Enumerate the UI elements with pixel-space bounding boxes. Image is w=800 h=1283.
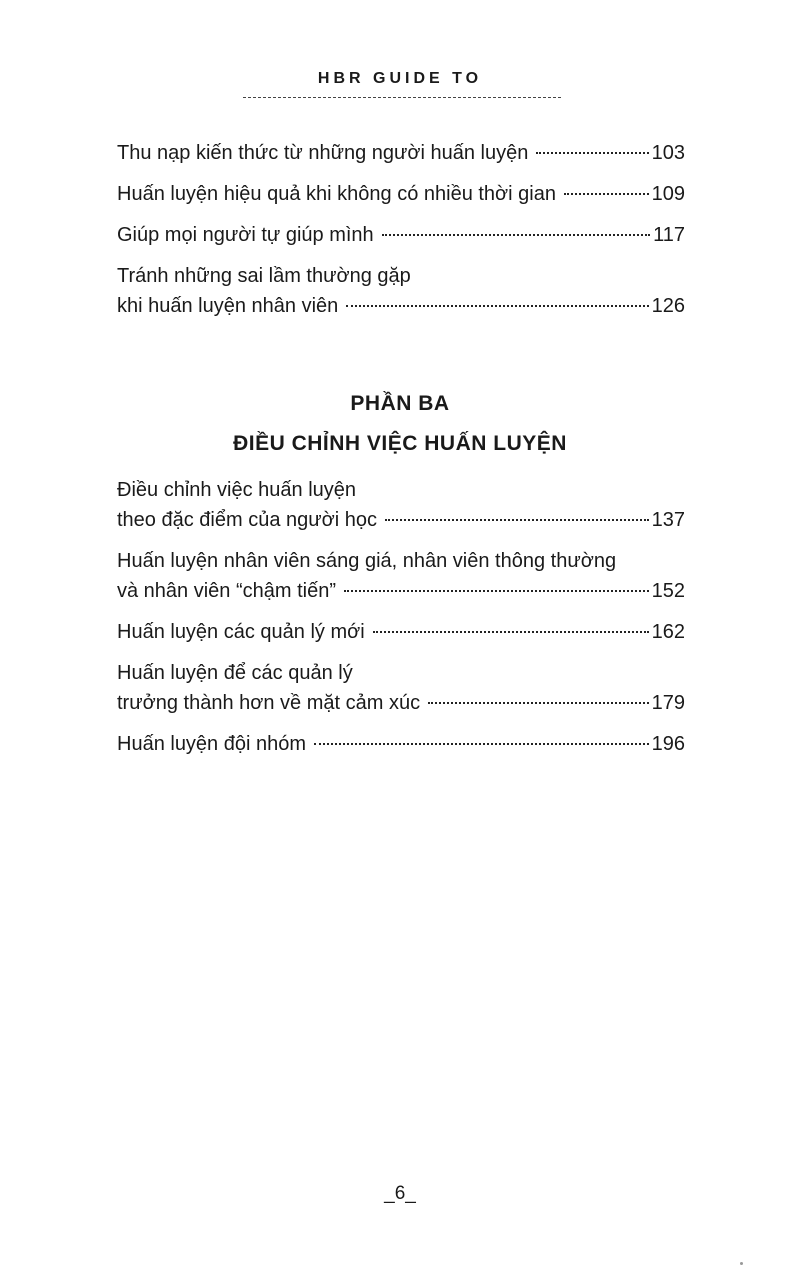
toc-entry-title: theo đặc điểm của người học <box>117 509 377 531</box>
dot-leader <box>373 631 649 633</box>
dot-leader <box>344 590 649 592</box>
toc-entry[interactable] <box>117 220 685 250</box>
page-number: _6_ <box>384 1183 416 1204</box>
running-head-rule <box>243 97 561 98</box>
toc-list-section-one <box>117 138 685 332</box>
toc-entry-page-number: 109 <box>651 183 685 205</box>
toc-entry-title: Huấn luyện hiệu quả khi không có nhiều thời gian <box>117 183 556 205</box>
toc-entry[interactable] <box>117 179 685 209</box>
toc-entry[interactable] <box>117 138 685 168</box>
toc-entry-page-number: 126 <box>651 295 685 317</box>
toc-entry-title-line: Huấn luyện để các quản lý <box>117 662 353 684</box>
toc-entry[interactable] <box>117 729 685 759</box>
toc-entry-title: trưởng thành hơn về mặt cảm xúc <box>117 692 421 714</box>
toc-list-part-three <box>117 475 685 770</box>
dot-leader <box>536 152 648 154</box>
toc-entry[interactable] <box>117 658 685 718</box>
toc-entry-title: Huấn luyện các quản lý mới <box>117 621 365 643</box>
toc-entry-page-number: 179 <box>651 692 685 714</box>
toc-entry[interactable] <box>117 546 685 606</box>
toc-entry-title: Thu nạp kiến thức từ những người huấn luyện <box>117 142 529 164</box>
part-title: ĐIỀU CHỈNH VIỆC HUẤN LUYỆN <box>233 432 567 455</box>
toc-entry[interactable] <box>117 475 685 535</box>
toc-entry-page-number: 103 <box>651 142 685 164</box>
toc-entry-title: Huấn luyện đội nhóm <box>117 733 307 755</box>
dot-leader <box>564 193 649 195</box>
toc-entry[interactable] <box>117 261 685 321</box>
toc-entry-page-number: 196 <box>651 733 685 755</box>
dot-leader <box>314 743 649 745</box>
dot-leader <box>346 305 648 307</box>
running-head: HBR GUIDE TO <box>317 70 483 87</box>
toc-entry-title: khi huấn luyện nhân viên <box>117 295 339 317</box>
part-label: PHẦN BA <box>350 392 450 415</box>
toc-entry-title-line: Huấn luyện nhân viên sáng giá, nhân viên thông thường <box>117 550 617 572</box>
dot-leader <box>382 234 650 236</box>
toc-entry-title-line: Điều chỉnh việc huấn luyện <box>117 479 357 501</box>
dot-leader <box>385 519 649 521</box>
scan-speck <box>740 1262 743 1265</box>
toc-entry-page-number: 152 <box>651 580 685 602</box>
dot-leader <box>428 702 649 704</box>
toc-entry-page-number: 162 <box>651 621 685 643</box>
toc-entry[interactable] <box>117 617 685 647</box>
toc-entry-title: và nhân viên “chậm tiến” <box>117 580 337 602</box>
toc-entry-page-number: 137 <box>651 509 685 531</box>
toc-entry-title-line: Tránh những sai lầm thường gặp <box>117 265 411 287</box>
toc-entry-title: Giúp mọi người tự giúp mình <box>117 224 374 246</box>
toc-entry-page-number: 117 <box>653 224 685 246</box>
